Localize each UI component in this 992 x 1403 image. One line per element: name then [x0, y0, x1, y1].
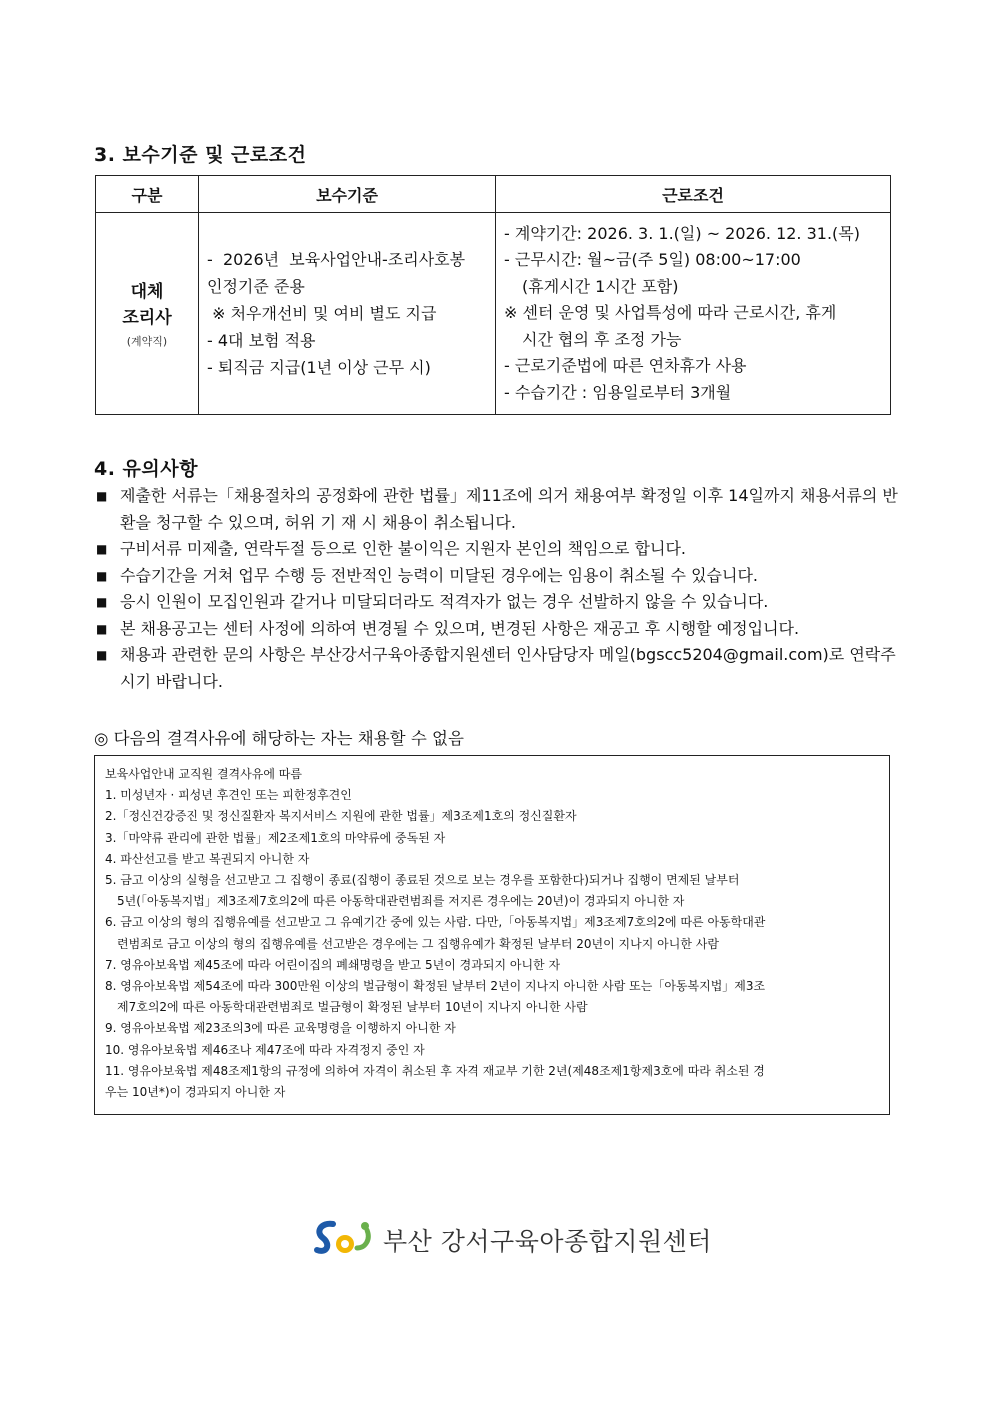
- note-text: 응시 인원이 모집인원과 같거나 미달되더라도 적격자가 없는 경우 선발하지 않을 수 있습니다.: [120, 592, 769, 611]
- note-text: 본 채용공고는 센터 사정에 의하여 변경될 수 있으며, 변경된 사항은 재공고 후 시행할 예정입니다.: [120, 618, 800, 638]
- disq-item: 6. 금고 이상의 형의 집행유예를 선고받고 그 유예기간 중에 있는 사람. 다만,「아동복지법」제3조제7호의2에 따른 아동학대관: [105, 915, 766, 930]
- disq-item: 1. 미성년자 · 피성년 후견인 또는 피한정후견인: [105, 788, 352, 803]
- note-text: 수습기간을 거쳐 업무 수행 등 전반적인 능력이 미달된 경우에는 임용이 취소될 수 있습니다.: [120, 565, 758, 585]
- disq-item: 5. 금고 이상의 실형을 선고받고 그 집행이 종료(집행이 종료된 것으로 보는 경우를 포함한다)되거나 집행이 면제된 날부터: [105, 873, 740, 888]
- footer: [313, 1218, 712, 1262]
- note-item: [96, 483, 898, 536]
- disq-item: 11. 영유아보육법 제48조제1항의 규정에 의하여 자격이 취소된 후 자격 재교부 기한 2년(제48조제1항제3호에 따라 취소된 경: [105, 1063, 765, 1078]
- disqualification-title: ◎ 다음의 결격사유에 해당하는 자는 채용할 수 없음: [94, 729, 464, 748]
- pay-line: 인정기준 준용: [207, 277, 305, 296]
- note-text: 구비서류 미제출, 연락두절 등으로 인한 불이익은 지원자 본인의 책임으로 합니다.: [120, 539, 686, 558]
- disq-item: 제7호의2에 따른 아동학대관련범죄로 벌금형이 확정된 날부터 10년이 지나지 아니한 사람: [117, 1000, 588, 1015]
- note-item: [96, 536, 898, 563]
- work-line: (휴게시간 1시간 포함): [522, 276, 679, 296]
- footer-org-name: 부산 강서구육아종합지원센터: [383, 1227, 712, 1256]
- disq-intro: 보육사업안내 교직원 결격사유에 따름: [105, 767, 302, 781]
- disq-item: 2.「정신건강증진 및 정신질환자 복지서비스 지원에 관한 법률」제3조제1호의 정신질환자: [105, 809, 577, 824]
- work-line: 시간 협의 후 조정 가능: [522, 329, 682, 349]
- disqualification-box: [94, 755, 890, 1115]
- notes-list: [96, 483, 898, 695]
- pay-line: - 4대 보험 적용: [207, 331, 316, 350]
- work-line: - 근로기준법에 따른 연차휴가 사용: [504, 356, 747, 376]
- note-item: [96, 616, 898, 643]
- disq-item: 7. 영유아보육법 제45조에 따라 어린이집의 폐쇄명령을 받고 5년이 경과되지 아니한 자: [105, 957, 561, 972]
- disq-item: 련범죄로 금고 이상의 형의 집행유예를 선고받은 경우에는 그 집행유예가 확정된 날부터 20년이 지나지 아니한 사람: [117, 936, 719, 951]
- disq-item: 8. 영유아보육법 제54조에 따라 300만원 이상의 벌금형이 확정된 날부터 2년이 지나지 아니한 사람 또는「아동복지법」제3조: [105, 979, 766, 994]
- pay-cell: [199, 213, 496, 415]
- disq-item: 10. 영유아보육법 제46조나 제47조에 따라 자격정지 중인 자: [105, 1042, 425, 1057]
- work-line: - 계약기간: 2026. 3. 1.(일) ~ 2026. 12. 31.(목): [504, 223, 860, 243]
- square-bullet-icon: ■: [96, 568, 108, 583]
- work-line: - 근무시간: 월~금(주 5일) 08:00~17:00: [504, 250, 801, 270]
- square-bullet-icon: ■: [96, 595, 108, 609]
- disq-item: 4. 파산선고를 받고 복권되지 아니한 자: [105, 851, 310, 866]
- square-bullet-icon: ■: [96, 542, 108, 556]
- header-pay: 보수기준: [199, 176, 496, 213]
- work-cell: [496, 213, 891, 415]
- section3-title: 3. 보수기준 및 근로조건: [94, 144, 307, 166]
- note-text: 제출한 서류는「채용절차의 공정화에 관한 법률」제11조에 의거 채용여부 확정일 이후 14일까지 채용서류의 반환을 청구할 수 있으며, 허위 기 재 시 채용이 취소됩니다.: [120, 486, 898, 532]
- category-cell: [96, 213, 199, 415]
- note-item: [96, 589, 898, 616]
- square-bullet-icon: ■: [96, 648, 108, 662]
- disq-item: 5년(「아동복지법」제3조제7호의2에 따른 아동학대관련범죄를 저지른 경우에는 20년)이 경과되지 아니한 자: [117, 894, 685, 909]
- category-sub: (계약직): [126, 334, 168, 348]
- square-bullet-icon: ■: [96, 621, 108, 636]
- note-text: 채용과 관련한 문의 사항은 부산강서구육아종합지원센터 인사담당자 메일(bgscc5204@gmail.com)로 연락주시기 바랍니다.: [120, 645, 896, 691]
- work-line: - 수습기간 : 임용일로부터 3개월: [504, 382, 732, 402]
- pay-line: ※ 처우개선비 및 여비 별도 지급: [207, 304, 437, 323]
- disq-item: 우는 10년*)이 경과되지 아니한 자: [105, 1085, 286, 1100]
- disq-item: 9. 영유아보육법 제23조의3에 따른 교육명령을 이행하지 아니한 자: [105, 1021, 456, 1036]
- pay-line: - 2026년 보육사업안내-조리사호봉: [207, 250, 466, 269]
- note-item: [96, 563, 898, 590]
- center-logo-icon: [313, 1218, 375, 1262]
- section4-title: 4. 유의사항: [94, 458, 198, 480]
- pay-line: - 퇴직금 지급(1년 이상 근무 시): [207, 358, 431, 377]
- pay-conditions-table: [95, 175, 891, 415]
- note-item: [96, 642, 898, 695]
- disq-item: 3.「마약류 관리에 관한 법률」제2조제1호의 마약류에 중독된 자: [105, 830, 446, 845]
- header-category: 구분: [96, 176, 199, 213]
- header-work: 근로조건: [496, 176, 891, 213]
- square-bullet-icon: ■: [96, 489, 108, 503]
- work-line: ※ 센터 운영 및 사업특성에 따라 근로시간, 휴게: [504, 303, 837, 323]
- category-line2: 조리사: [122, 307, 172, 328]
- category-line1: 대체: [130, 281, 164, 302]
